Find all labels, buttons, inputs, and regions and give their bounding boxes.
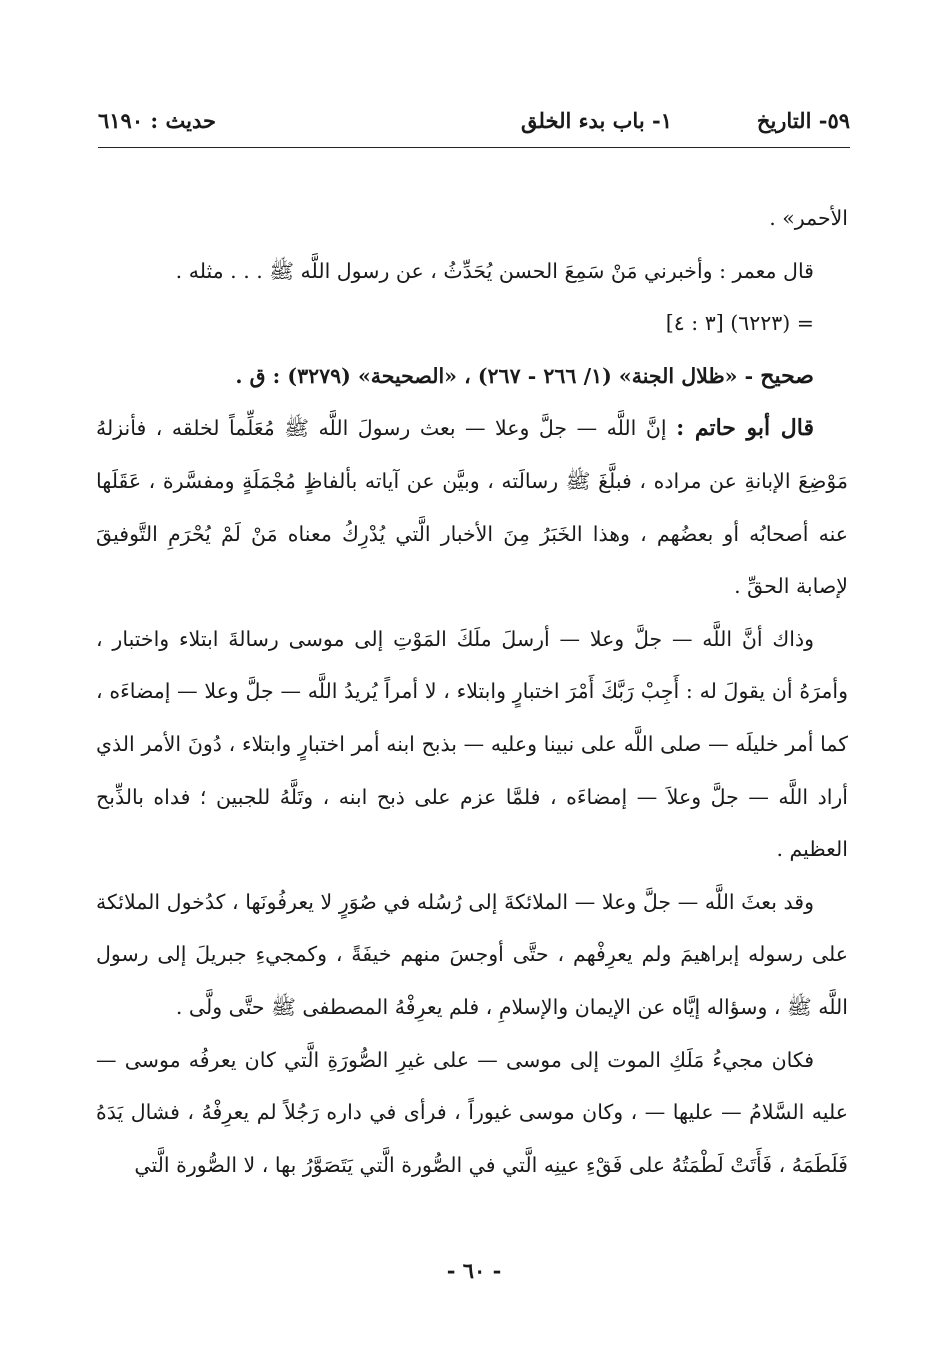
chapter-title: ٥٩- التاريخ: [756, 108, 850, 133]
grading-sources: - «ظلال الجنة» (١/ ٢٦٦ - ٢٦٧) ، «الصحيحة» (٣٢٧٩) : ق .: [235, 363, 761, 388]
paragraph-abu-hatim: [96, 402, 848, 612]
paragraph-maamar: قال معمر : وأخبرني مَنْ سَمِعَ الحسن يُحَدِّثُ ، عن رسول اللَّه ﷺ . . . مثله .: [175, 258, 814, 283]
paragraph-reference: = (٦٢٢٣) [٣ : ٤]: [665, 311, 814, 336]
abu-hatim-text: إنَّ اللَّه — جلَّ وعلا — بعث رسولَ اللَّه ﷺ مُعَلِّماً لخلقه ، فأنزلهُ مَوْضِعَ الإبانةِ عن مراده ، فبلَّغَ ﷺ رسالَته ، وبيَّن عن آياته بألفاظٍ مُجْمَلَةٍ ومفسَّرة ، عَقَلَها عنه أصحابُه أو بعضُهم ، وهذا الخَبَرُ مِنَ الأخبار الَّتي يُدْرِكُ معناه مَنْ لَمْ يُحْرَمِ التَّوفيقَ لإصابة الحقِّ .: [96, 416, 848, 599]
running-header: [98, 108, 850, 144]
hadith-reference: حديث : ٦١٩٠: [98, 108, 216, 133]
paragraph-musa-test: وذاك أنَّ اللَّه — جلَّ وعلا — أرسلَ ملَكَ المَوْتِ إلى موسى رسالةَ ابتلاء واختبار ، وأمرَهُ أن يقولَ له : أَجِبْ رَبَّكَ أَمْرَ اختبارٍ وابتلاء ، لا أمراً يُريدُ اللَّه — جلَّ وعلا — إمضاءَه ، كما أمر خليلَه — صلى اللَّه على نبينا وعليه — بذبح ابنه أمر اختبارٍ وابتلاء ، دُونَ الأمر الذي أراد اللَّه — جلَّ وعلاَ — إمضاءَه ، فلمَّا عزم على ذبح ابنه ، وتَلَّهُ للجبين ؛ فداه بالذِّبح العظيم .: [96, 626, 848, 862]
header-divider: [98, 147, 850, 148]
grading-label: صحيح: [760, 362, 814, 389]
paragraph-angel-of-death: فكان مجيءُ مَلَكِ الموت إلى موسى — على غيرِ الصُّورَةِ الَّتي كان يعرفُه موسى — عليه السَّلامُ — عليها — ، وكان موسى غيوراً ، فرأى في داره رَجُلاً لم يعرِفْهُ ، فشال يَدَهُ فَلَطَمَهُ ، فَأَتَتْ لَطْمَتُهُ على فَقْءِ عينِه الَّتي في الصُّورة الَّتي يَتَصَوَّرُ بها ، لا الصُّورة الَّتي: [96, 1047, 848, 1177]
abu-hatim-label: قال أبو حاتم :: [676, 415, 814, 442]
paragraph-grading: [96, 350, 848, 403]
main-text: [96, 192, 848, 1191]
paragraph-angels: وقد بعثَ اللَّه — جلَّ وعلا — الملائكةَ إلى رُسُله في صُوَرٍ لا يعرفُونَها ، كدُخول الملائكة على رسوله إبراهيمَ ولم يعرِفْهم ، حتَّى أوجسَ منهم خيفَةً ، وكمجيءِ جبريلَ إلى رسول اللَّه ﷺ ، وسؤاله إيَّاه عن الإيمان والإسلامِ ، فلم يعرِفْهُ المصطفى ﷺ حتَّى ولَّى .: [96, 889, 848, 1019]
section-title: ١- باب بدء الخلق: [521, 108, 672, 133]
page-number: - ٦٠ -: [446, 1258, 502, 1283]
paragraph-continuation: الأحمر» .: [769, 206, 848, 230]
